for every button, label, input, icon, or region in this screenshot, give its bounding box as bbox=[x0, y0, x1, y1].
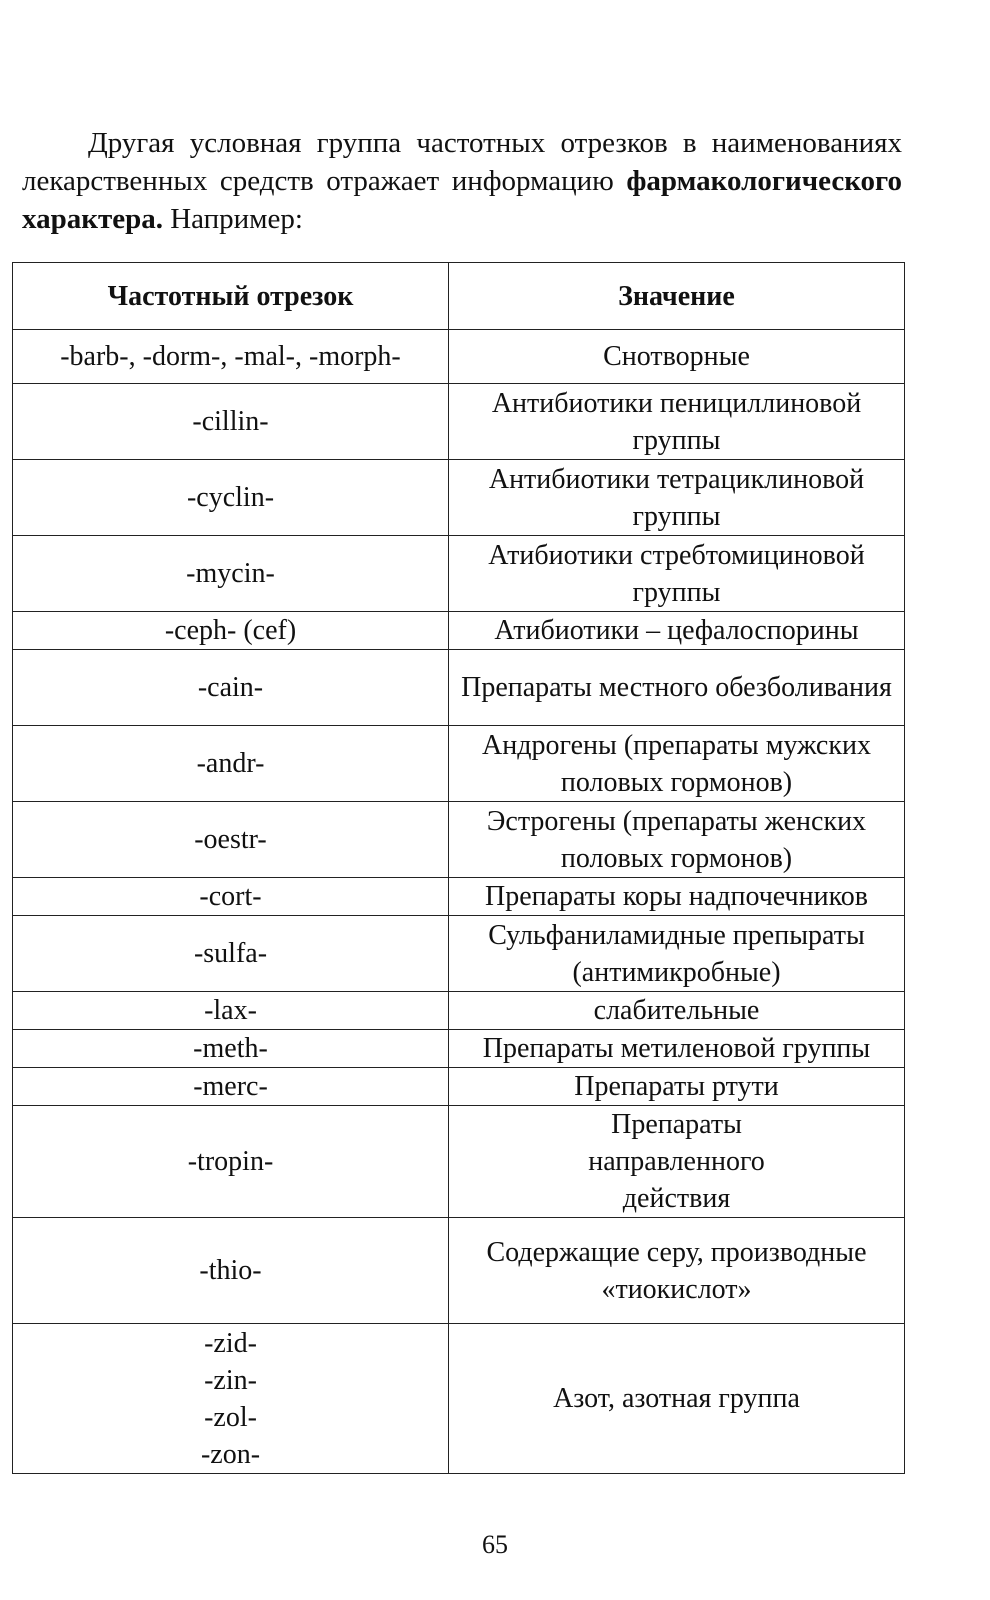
page-number: 65 bbox=[482, 1530, 508, 1559]
segment-cell: -cillin- bbox=[13, 384, 449, 460]
meaning-cell: Эстрогены (препараты женских половых гормонов) bbox=[449, 802, 905, 878]
segment-cell: -sulfa- bbox=[13, 916, 449, 992]
meaning-cell: Атибиотики – цефалоспорины bbox=[449, 612, 905, 650]
header-segment: Частотный отрезок bbox=[13, 263, 449, 330]
table-row bbox=[13, 330, 905, 384]
table-row bbox=[13, 460, 905, 536]
meaning-cell: Содержащие серу, производные «тиокислот» bbox=[449, 1218, 905, 1324]
table-row bbox=[13, 1324, 905, 1474]
table-row bbox=[13, 726, 905, 802]
segment-cell: -mycin- bbox=[13, 536, 449, 612]
meaning-cell: Препараты метиленовой группы bbox=[449, 1030, 905, 1068]
meaning-cell: Антибиотики тетрациклиновой группы bbox=[449, 460, 905, 536]
meaning-cell: Препараты коры надпочечников bbox=[449, 878, 905, 916]
segment-cell: -barb-, -dorm-, -mal-, -morph- bbox=[13, 330, 449, 384]
segment-line: -zol- bbox=[204, 1401, 257, 1433]
segment-cell: -merc- bbox=[13, 1068, 449, 1106]
meaning-cell: Андрогены (препараты мужских половых гормонов) bbox=[449, 726, 905, 802]
segment-cell: -cain- bbox=[13, 650, 449, 726]
meaning-cell: Снотворные bbox=[449, 330, 905, 384]
segment-cell: -thio- bbox=[13, 1218, 449, 1324]
header-meaning: Значение bbox=[449, 263, 905, 330]
table-row bbox=[13, 650, 905, 726]
table-header-row bbox=[13, 263, 905, 330]
segment-line: -zon- bbox=[200, 1438, 261, 1470]
segment-cell: -cyclin- bbox=[13, 460, 449, 536]
table-row bbox=[13, 802, 905, 878]
segment-cell bbox=[13, 1324, 449, 1474]
meaning-cell: Сульфаниламидные препыраты (антимикробные) bbox=[449, 916, 905, 992]
table-row bbox=[13, 612, 905, 650]
segment-cell: -cort- bbox=[13, 878, 449, 916]
segment-cell: -andr- bbox=[13, 726, 449, 802]
table-row bbox=[13, 1068, 905, 1106]
intro-text: Другая условная группа частотных отрезков в наименованиях лекарственных средств отражает информацию bbox=[22, 127, 902, 197]
meaning-cell: Азот, азотная группа bbox=[449, 1324, 905, 1474]
meaning-cell: Препараты направленного действия bbox=[449, 1106, 905, 1218]
meaning-cell: Атибиотики стребтомициновой группы bbox=[449, 536, 905, 612]
segment-cell: -meth- bbox=[13, 1030, 449, 1068]
intro-text-end: Например: bbox=[162, 203, 303, 235]
table-row bbox=[13, 536, 905, 612]
segment-line: -zin- bbox=[204, 1364, 257, 1396]
segment-line: -zid- bbox=[204, 1327, 257, 1359]
segment-cell: -lax- bbox=[13, 992, 449, 1030]
table-row bbox=[13, 1106, 905, 1218]
table-row bbox=[13, 1030, 905, 1068]
table-row bbox=[13, 1218, 905, 1324]
segment-cell: -tropin- bbox=[13, 1106, 449, 1218]
table-row bbox=[13, 384, 905, 460]
segment-cell: -oestr- bbox=[13, 802, 449, 878]
table-row bbox=[13, 916, 905, 992]
meaning-cell: Препараты местного обезболивания bbox=[449, 650, 905, 726]
intro-paragraph bbox=[22, 124, 902, 238]
table-row bbox=[13, 992, 905, 1030]
intro-bold-text: фармакологического характера. bbox=[22, 165, 902, 235]
frequency-segments-table bbox=[12, 262, 905, 1474]
segment-cell: -ceph- (cef) bbox=[13, 612, 449, 650]
meaning-cell: Препараты ртути bbox=[449, 1068, 905, 1106]
meaning-cell: слабительные bbox=[449, 992, 905, 1030]
meaning-cell: Антибиотики пенициллиновой группы bbox=[449, 384, 905, 460]
table-row bbox=[13, 878, 905, 916]
